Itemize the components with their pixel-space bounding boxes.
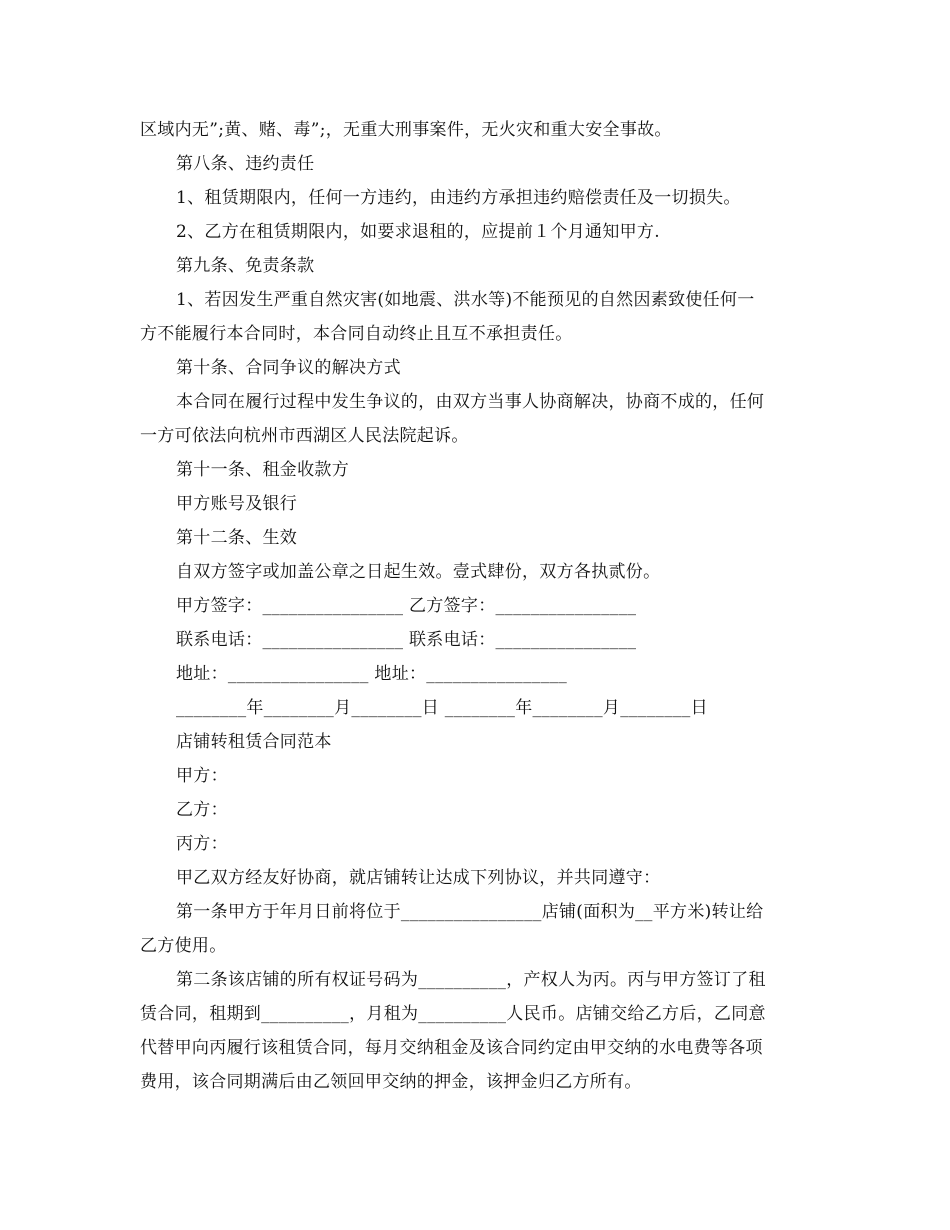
text-line: 自双方签字或加盖公章之日起生效。壹式肆份，双方各执贰份。 bbox=[176, 562, 661, 582]
text-line: 1、租赁期限内，任何一方违约，由违约方承担违约赔偿责任及一切损失。 bbox=[176, 188, 741, 208]
text-line: 费用，该合同期满后由乙领回甲交纳的押金，该押金归乙方所有。 bbox=[140, 1072, 642, 1092]
section-heading: 第九条、免责条款 bbox=[176, 256, 315, 276]
signature-line: 甲方签字：________________ 乙方签字：________________ bbox=[176, 596, 637, 616]
address-line: 地址：________________ 地址：________________ bbox=[176, 664, 568, 684]
section-heading: 第十一条、租金收款方 bbox=[176, 460, 349, 480]
text-line: 本合同在履行过程中发生争议的，由双方当事人协商解决，协商不成的，任何 bbox=[176, 392, 765, 412]
party-b-line: 乙方： bbox=[176, 800, 228, 820]
text-line: 2、乙方在租赁期限内，如要求退租的，应提前１个月通知甲方. bbox=[176, 222, 660, 242]
text-line: 方不能履行本合同时，本合同自动终止且互不承担责任。 bbox=[140, 324, 573, 344]
text-line: 第一条甲方于年月日前将位于________________店铺(面积为__平方米)转让给 bbox=[176, 902, 764, 922]
section-heading: 第八条、违约责任 bbox=[176, 154, 315, 174]
text-line: 乙方使用。 bbox=[140, 936, 227, 956]
text-line: 甲方账号及银行 bbox=[176, 494, 298, 514]
text-line: 赁合同，租期到__________，月租为__________人民币。店铺交给乙方后，乙同意 bbox=[140, 1004, 766, 1024]
text-line: 第二条该店铺的所有权证号码为__________，产权人为丙。丙与甲方签订了租 bbox=[176, 970, 766, 990]
section-heading: 第十条、合同争议的解决方式 bbox=[176, 358, 401, 378]
text-line: 代替甲向丙履行该租赁合同，每月交纳租金及该合同约定由甲交纳的水电费等各项 bbox=[140, 1038, 763, 1058]
text-line: 甲乙双方经友好协商，就店铺转让达成下列协议，并共同遵守： bbox=[176, 868, 661, 888]
section-heading: 第十二条、生效 bbox=[176, 528, 298, 548]
document-title: 店铺转租赁合同范本 bbox=[176, 732, 332, 752]
text-line: 一方可依法向杭州市西湖区人民法院起诉。 bbox=[140, 426, 469, 446]
party-a-line: 甲方： bbox=[176, 766, 228, 786]
party-c-line: 丙方： bbox=[176, 834, 228, 854]
text-line: 区域内无”;黄、赌、毒”;，无重大刑事案件，无火灾和重大安全事故。 bbox=[140, 120, 672, 140]
date-line: ________年________月________日 ________年________月________日 bbox=[176, 698, 708, 718]
text-line: 1、若因发生严重自然灾害(如地震、洪水等)不能预见的自然因素致使任何一 bbox=[176, 290, 755, 310]
phone-line: 联系电话：________________ 联系电话：________________ bbox=[176, 630, 637, 650]
